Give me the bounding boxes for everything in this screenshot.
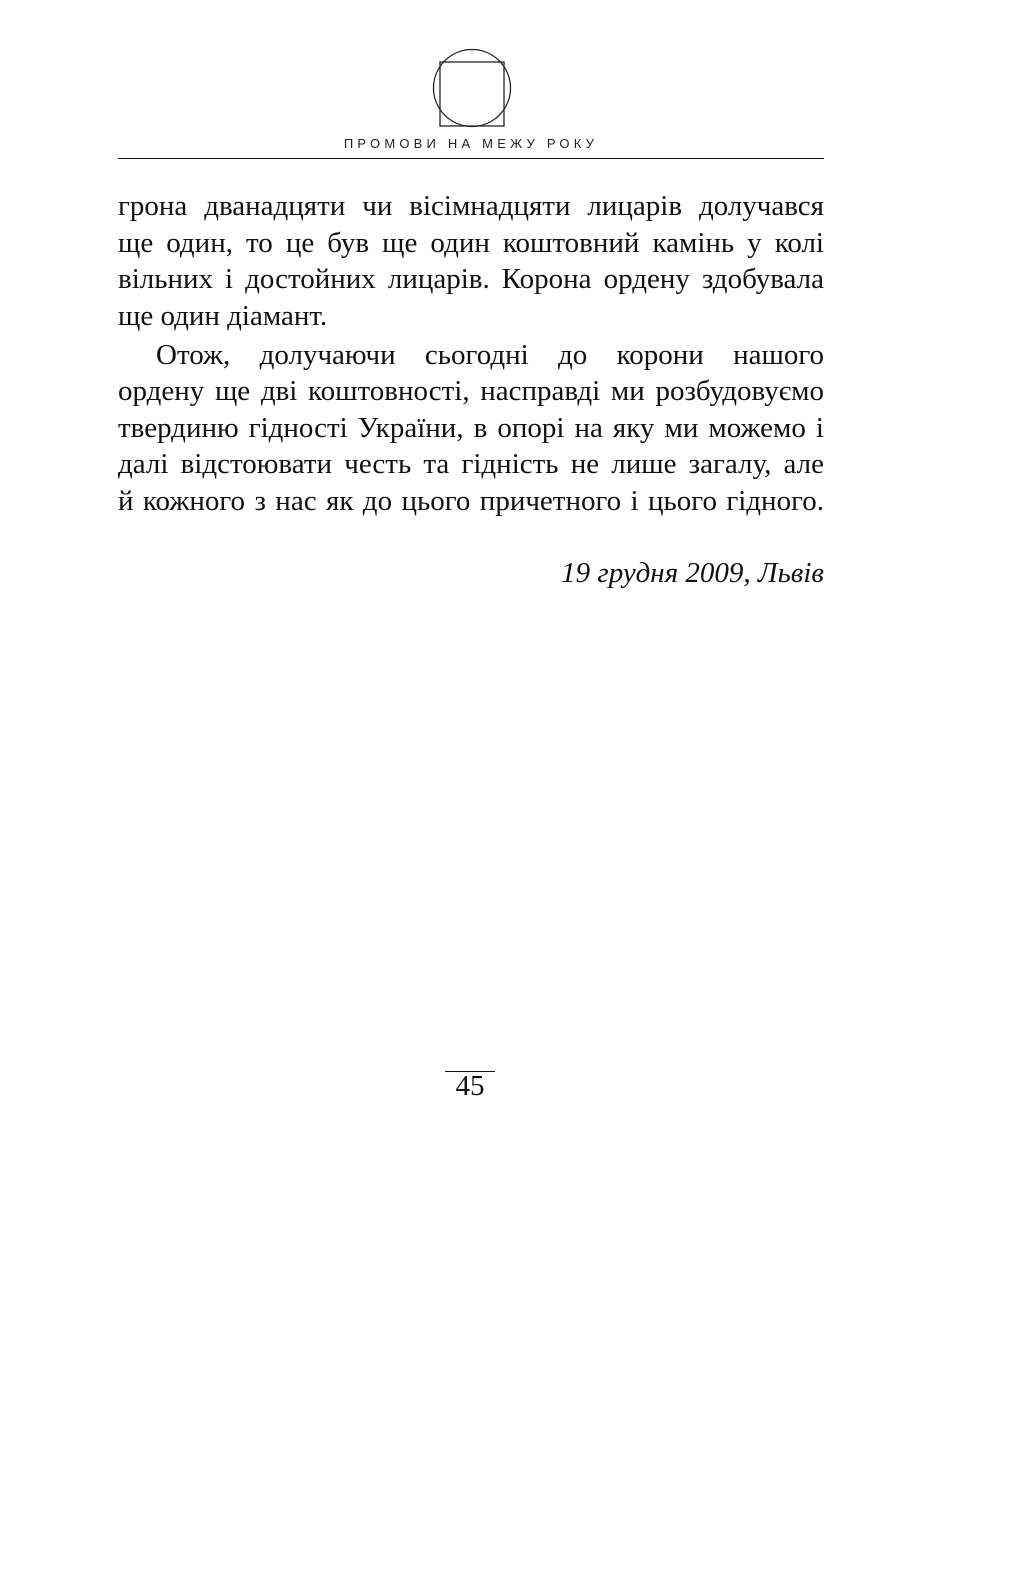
text-line: вільних і достойних лицарів. Корона ордену здобувала (118, 263, 824, 295)
text-line: ще один, то це був ще один коштовний камінь у колі (118, 226, 824, 259)
paragraph-1 (118, 188, 824, 334)
header-rule (118, 158, 824, 159)
text-line: ордену ще дві коштовності, насправді ми розбудовуємо (118, 375, 824, 407)
dateline: 19 грудня 2009, Львів (561, 557, 824, 589)
emblem-square (440, 62, 504, 126)
text-line: Отож, долучаючи сьогодні до корони нашого (156, 338, 824, 371)
body-text (118, 188, 824, 519)
text-line: грона дванадцяти чи вісімнадцяти лицарів долучався (118, 190, 824, 222)
paragraph-2 (118, 337, 824, 520)
running-head-title: ПРОМОВИ НА МЕЖУ РОКУ (343, 136, 599, 151)
text-line: далі відстоювати честь та гідність не лише загалу, але (118, 448, 824, 480)
circle-square-emblem-icon (432, 48, 512, 128)
text-line: й кожного з нас як до цього причетного і цього гідного. (118, 484, 824, 517)
page-number: 45 (455, 1070, 485, 1102)
emblem-circle (434, 50, 511, 127)
text-line: твердиню гідності України, в опорі на яку ми можемо і (118, 411, 824, 444)
text-line: ще один діамант. (118, 299, 328, 332)
